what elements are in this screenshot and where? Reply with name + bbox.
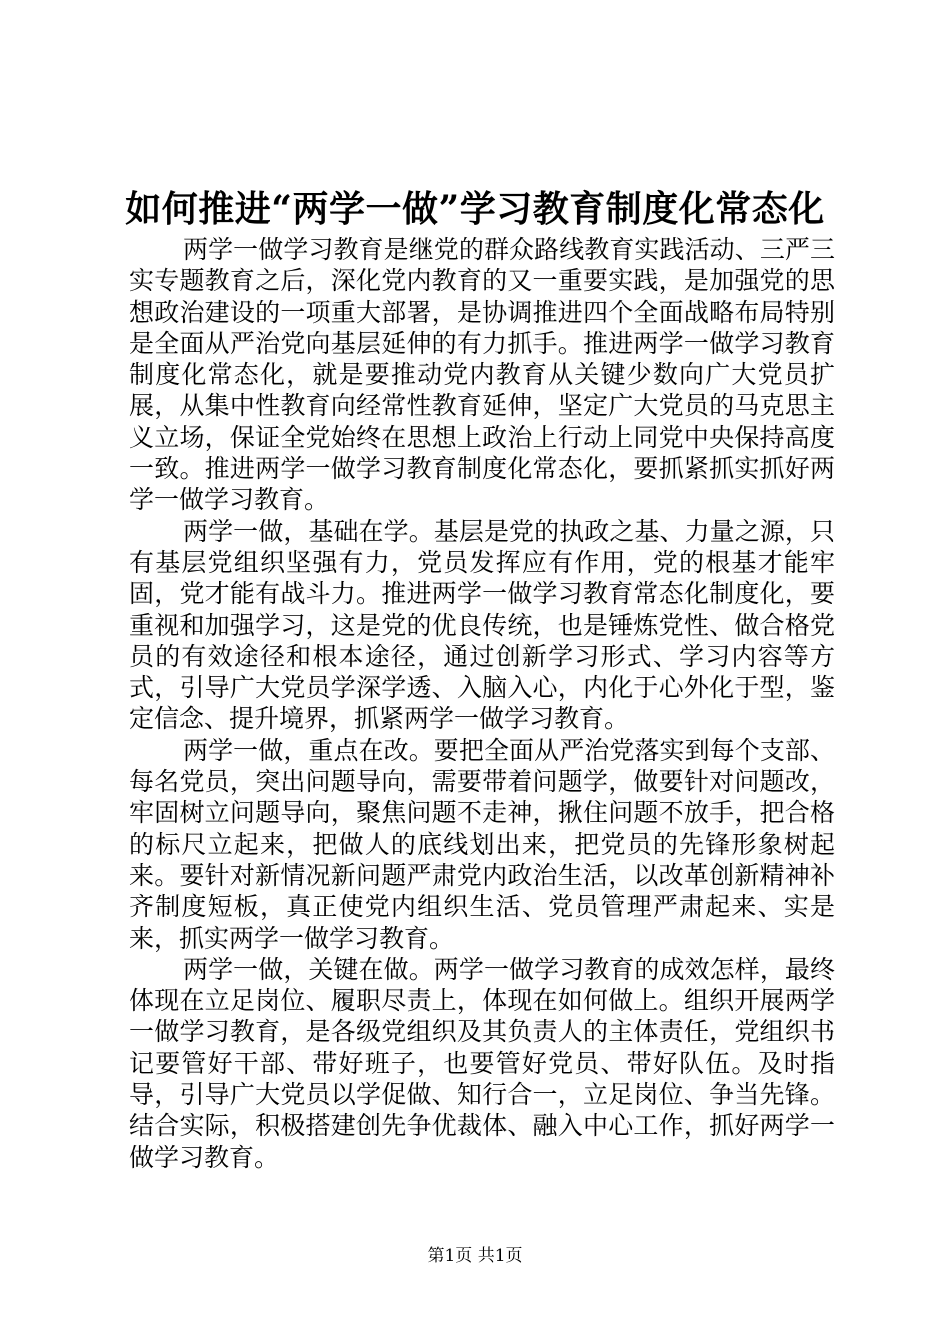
paragraph-1: 两学一做学习教育是继党的群众路线教育实践活动、三严三实专题教育之后，深化党内教育的又一重要实践，是加强党的思想政治建设的一项重大部署，是协调推进四个全面战略布局特别是全面从严治党向基层延伸的有力抓手。推进两学一做学习教育制度化常态化，就是要推动党内教育从关键少数向广大党员扩展，从集中性教育向经常性教育延伸，坚定广大党员的马克思主义立场，保证全党始终在思想上政治上行动上同党中央保持高度一致。推进两学一做学习教育制度化常态化，要抓紧抓实抓好两学一做学习教育。 bbox=[129, 235, 835, 515]
paragraph-4: 两学一做，关键在做。两学一做学习教育的成效怎样，最终体现在立足岗位、履职尽责上，体现在如何做上。组织开展两学一做学习教育，是各级党组织及其负责人的主体责任，党组织书记要管好干部、带好班子，也要管好党员、带好队伍。及时指导，引导广大党员以学促做、知行合一，立足岗位、争当先锋。结合实际，积极搭建创先争优裁体、融入中心工作，抓好两学一做学习教育。 bbox=[129, 954, 835, 1172]
document-body bbox=[129, 234, 835, 1173]
page-footer: 第1页 共1页 bbox=[427, 1246, 523, 1266]
paragraph-2: 两学一做，基础在学。基层是党的执政之基、力量之源，只有基层党组织坚强有力，党员发挥应有作用，党的根基才能牢固，党才能有战斗力。推进两学一做学习教育常态化制度化，要重视和加强学习，这是党的优良传统，也是锤炼党性、做合格党员的有效途径和根本途径，通过创新学习形式、学习内容等方式，引导广大党员学深学透、入脑入心，内化于心外化于型，鉴定信念、提升境界，抓紧两学一做学习教育。 bbox=[129, 516, 835, 734]
paragraph-3: 两学一做，重点在改。要把全面从严治党落实到每个支部、每名党员，突出问题导向，需要带着问题学，做要针对问题改，牢固树立问题导向，聚焦问题不走神，揪住问题不放手，把合格的标尺立起来，把做人的底线划出来，把党员的先锋形象树起来。要针对新情况新问题严肃党内政治生活，以改革创新精神补齐制度短板，真正使党内组织生活、党员管理严肃起来、实是来，抓实两学一做学习教育。 bbox=[129, 735, 835, 953]
document-title: 如何推进“两学一做”学习教育制度化常态化 bbox=[125, 188, 825, 230]
